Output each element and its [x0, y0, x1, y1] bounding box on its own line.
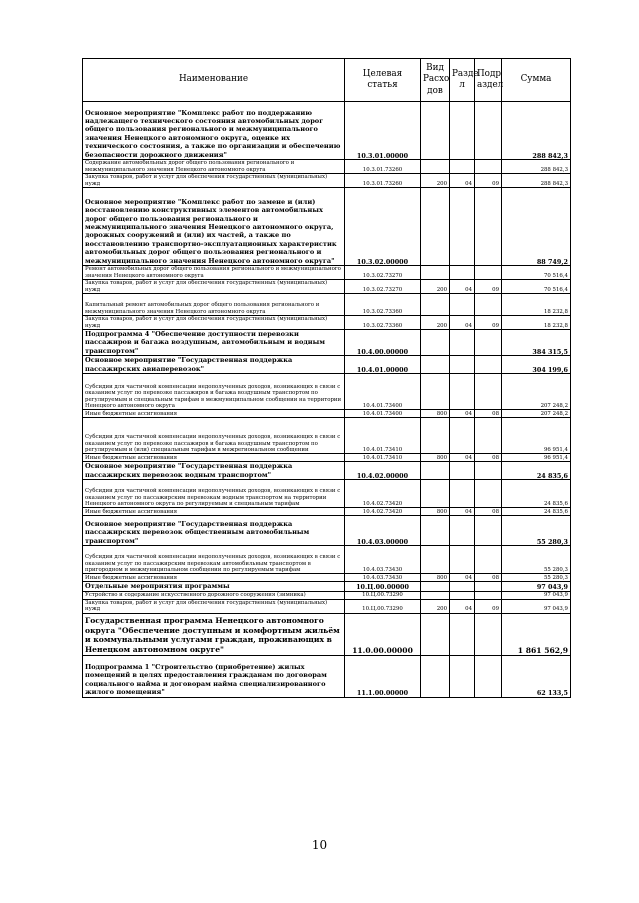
row-code: 10.4.02.73420: [345, 508, 421, 516]
budget-table: [82, 58, 571, 698]
row-name: Иные бюджетные ассигнования: [83, 574, 345, 582]
row-rz: [450, 160, 475, 174]
row-vr: 200: [421, 599, 450, 613]
row-vr: [421, 591, 450, 599]
row-rz: [450, 102, 475, 160]
row-pr: [475, 655, 502, 697]
row-pr: 08: [475, 508, 502, 516]
row-pr: [475, 356, 502, 374]
row-vr: [421, 418, 450, 454]
row-name: Основное мероприятие "Государственная поддержка пассажирских перевозок общественным автомобильным транспортом": [83, 516, 345, 546]
row-vr: [421, 294, 450, 316]
row-name: Субсидии для частичной компенсации недополученных доходов, возникающих в связи с оказанием услуг по перевозке пассажиров и багажа воздушным транспортом по регулируемым и специальным тарифам в межмуниципальном сообщении на территории Ненецкого автономного округа: [83, 374, 345, 410]
row-pr: [475, 613, 502, 655]
row-vr: [421, 356, 450, 374]
row-sum: 97 043,9: [502, 582, 571, 591]
row-name: Иные бюджетные ассигнования: [83, 508, 345, 516]
row-name: Субсидии для частичной компенсации недополученных доходов, возникающих в связи с оказанием услуг по пассажирским перевозкам водным транспортом на территории Ненецкого автономного округа по регулируемым и специальным тарифам: [83, 480, 345, 508]
header-vr: Вид Расхо дов: [421, 59, 450, 102]
row-rz: [450, 480, 475, 508]
row-vr: [421, 655, 450, 697]
row-pr: [475, 591, 502, 599]
table-row: [83, 516, 571, 546]
row-code: 10.3.01.73260: [345, 160, 421, 174]
row-sum: 207 248,2: [502, 410, 571, 418]
row-pr: 09: [475, 316, 502, 330]
row-sum: 304 199,6: [502, 356, 571, 374]
row-pr: 08: [475, 574, 502, 582]
row-rz: [450, 330, 475, 356]
row-sum: 288 842,3: [502, 160, 571, 174]
row-name: Закупка товаров, работ и услуг для обеспечения государственных (муниципальных) нужд: [83, 316, 345, 330]
row-name: Подпрограмма 1 "Строительство (приобретение) жилых помещений в целях предоставления гражданам по договорам социального найма и договорам найма специализированного жилого помещения": [83, 655, 345, 697]
row-rz: [450, 356, 475, 374]
row-pr: [475, 516, 502, 546]
row-vr: [421, 516, 450, 546]
row-sum: 97 043,9: [502, 599, 571, 613]
table-row: [83, 462, 571, 480]
row-vr: [421, 266, 450, 280]
row-vr: [421, 188, 450, 266]
table-row: [83, 480, 571, 508]
row-code: 10.Ц.00.00000: [345, 582, 421, 591]
table-row: [83, 294, 571, 316]
row-code: 10.Ц.00.73290: [345, 591, 421, 599]
row-vr: [421, 330, 450, 356]
row-pr: [475, 374, 502, 410]
row-code: 10.4.03.73430: [345, 574, 421, 582]
row-rz: 04: [450, 410, 475, 418]
row-name: Закупка товаров, работ и услуг для обеспечения государственных (муниципальных) нужд: [83, 599, 345, 613]
page-number: 10: [311, 838, 328, 852]
row-rz: 04: [450, 508, 475, 516]
table-row: [83, 280, 571, 294]
row-name: Субсидии для частичной компенсации недополученных доходов, возникающих в связи с оказанием услуг по пассажирским перевозкам автомобильным транспортом в пригородном и межмуниципальном сообщении по регулируемым тарифам: [83, 546, 345, 574]
row-rz: [450, 188, 475, 266]
row-rz: [450, 266, 475, 280]
row-name: Капитальный ремонт автомобильных дорог общего пользования регионального и межмуниципального значения Ненецкого автономного округа: [83, 294, 345, 316]
row-code: 10.4.02.73420: [345, 480, 421, 508]
row-code: 10.4.03.00000: [345, 516, 421, 546]
row-sum: 288 842,3: [502, 174, 571, 188]
row-sum: 97 043,9: [502, 591, 571, 599]
row-code: 10.Ц.00.73290: [345, 599, 421, 613]
row-pr: 08: [475, 410, 502, 418]
row-sum: 55 280,3: [502, 574, 571, 582]
row-name: Основное мероприятие "Комплекс работ по замене и (или) восстановлению конструктивных элементов автомобильных дорог общего пользования регионального и межмуниципального значения Ненецкого автономного округа, дорожных сооружений и (или) их частей, а также по восстановлению транспортно-эксплуатационных характеристик автомобильных дорог общего пользования регионального и межмуниципального значения Ненецкого автономного округа": [83, 188, 345, 266]
table-row: [83, 356, 571, 374]
row-vr: 800: [421, 574, 450, 582]
row-name: Устройство и содержание искусственного дорожного сооружения (зимника): [83, 591, 345, 599]
row-rz: 04: [450, 316, 475, 330]
row-vr: 800: [421, 410, 450, 418]
row-rz: 04: [450, 454, 475, 462]
row-vr: [421, 546, 450, 574]
row-rz: 04: [450, 174, 475, 188]
row-pr: [475, 188, 502, 266]
row-pr: [475, 546, 502, 574]
row-vr: 800: [421, 454, 450, 462]
row-sum: 96 951,4: [502, 418, 571, 454]
row-rz: [450, 374, 475, 410]
row-code: 10.3.02.73360: [345, 316, 421, 330]
row-sum: 18 232,8: [502, 316, 571, 330]
table-header-row: [83, 59, 571, 102]
row-name: Отдельные мероприятия программы: [83, 582, 345, 591]
row-code: 10.4.01.73410: [345, 454, 421, 462]
row-name: Государственная программа Ненецкого автономного округа "Обеспечение доступным и комфортным жильём и коммунальными услугами граждан, проживающих в Ненецком автономном округе": [83, 613, 345, 655]
table-row: [83, 188, 571, 266]
row-name: Иные бюджетные ассигнования: [83, 410, 345, 418]
row-code: 10.3.02.00000: [345, 188, 421, 266]
header-name: Наименование: [83, 59, 345, 102]
row-rz: [450, 462, 475, 480]
row-pr: [475, 160, 502, 174]
table-row: [83, 316, 571, 330]
row-code: 11.1.00.00000: [345, 655, 421, 697]
row-code: 10.4.01.73400: [345, 410, 421, 418]
row-code: 10.4.03.73430: [345, 546, 421, 574]
row-vr: 200: [421, 316, 450, 330]
row-rz: [450, 516, 475, 546]
row-sum: 288 842,3: [502, 102, 571, 160]
row-rz: [450, 591, 475, 599]
row-pr: [475, 480, 502, 508]
row-code: 11.0.00.00000: [345, 613, 421, 655]
row-name: Основное мероприятие "Комплекс работ по поддержанию надлежащего технического состояния автомобильных дорог общего пользования регионального и межмуниципального значения Ненецкого автономного округа, оценке их технического состояния, а также по организации и обеспечению безопасности дорожного движения": [83, 102, 345, 160]
row-vr: [421, 102, 450, 160]
row-code: 10.4.01.73410: [345, 418, 421, 454]
row-vr: 200: [421, 280, 450, 294]
table-row: [83, 418, 571, 454]
row-name: Содержание автомобильных дорог общего пользования регионального и межмуниципального значения Ненецкого автономного округа: [83, 160, 345, 174]
row-rz: [450, 546, 475, 574]
row-name: Подпрограмма 4 "Обеспечение доступности перевозки пассажиров и багажа воздушным, автомобильным и водным транспортом": [83, 330, 345, 356]
row-vr: [421, 613, 450, 655]
row-rz: [450, 655, 475, 697]
row-rz: 04: [450, 599, 475, 613]
header-code: Целевая статья: [345, 59, 421, 102]
row-code: 10.4.01.00000: [345, 356, 421, 374]
table-row: [83, 174, 571, 188]
row-pr: [475, 462, 502, 480]
row-sum: 24 835,6: [502, 508, 571, 516]
table-row: [83, 591, 571, 599]
row-name: Иные бюджетные ассигнования: [83, 454, 345, 462]
row-name: Основное мероприятие "Государственная поддержка пассажирских авиаперевозок": [83, 356, 345, 374]
row-sum: 55 280,3: [502, 516, 571, 546]
row-pr: 09: [475, 599, 502, 613]
row-name: Основное мероприятие "Государственная поддержка пассажирских перевозок водным транспортом": [83, 462, 345, 480]
row-pr: [475, 102, 502, 160]
row-name: Ремонт автомобильных дорог общего пользования регионального и межмуниципального значения Ненецкого автономного округа: [83, 266, 345, 280]
row-sum: 24 835,6: [502, 462, 571, 480]
row-vr: [421, 480, 450, 508]
table-row: [83, 102, 571, 160]
table-row: [83, 613, 571, 655]
row-vr: 800: [421, 508, 450, 516]
row-rz: [450, 294, 475, 316]
row-code: 10.3.02.73270: [345, 266, 421, 280]
table-row: [83, 160, 571, 174]
row-pr: 09: [475, 174, 502, 188]
row-sum: 24 835,6: [502, 480, 571, 508]
row-pr: 08: [475, 454, 502, 462]
row-vr: [421, 462, 450, 480]
row-pr: 09: [475, 280, 502, 294]
row-sum: 96 951,4: [502, 454, 571, 462]
table-row: [83, 374, 571, 410]
table-row: [83, 655, 571, 697]
row-vr: [421, 160, 450, 174]
row-rz: 04: [450, 574, 475, 582]
row-code: 10.3.02.73360: [345, 294, 421, 316]
table-row: [83, 599, 571, 613]
row-vr: 200: [421, 174, 450, 188]
row-sum: 384 315,5: [502, 330, 571, 356]
row-rz: 04: [450, 280, 475, 294]
row-rz: [450, 582, 475, 591]
row-vr: [421, 582, 450, 591]
row-pr: [475, 330, 502, 356]
row-code: 10.4.00.00000: [345, 330, 421, 356]
row-pr: [475, 294, 502, 316]
row-name: Закупка товаров, работ и услуг для обеспечения государственных (муниципальных) нужд: [83, 280, 345, 294]
row-sum: 18 232,8: [502, 294, 571, 316]
row-vr: [421, 374, 450, 410]
row-sum: 62 133,5: [502, 655, 571, 697]
row-sum: 55 280,3: [502, 546, 571, 574]
row-sum: 88 749,2: [502, 188, 571, 266]
row-code: 10.4.02.00000: [345, 462, 421, 480]
table-row: [83, 266, 571, 280]
table-row: [83, 508, 571, 516]
row-sum: 70 516,4: [502, 266, 571, 280]
table-row: [83, 574, 571, 582]
row-pr: [475, 418, 502, 454]
row-code: 10.3.01.73260: [345, 174, 421, 188]
header-pr: Подр аздел: [475, 59, 502, 102]
table-row: [83, 454, 571, 462]
row-name: Закупка товаров, работ и услуг для обеспечения государственных (муниципальных) нужд: [83, 174, 345, 188]
row-pr: [475, 266, 502, 280]
row-rz: [450, 613, 475, 655]
table-row: [83, 546, 571, 574]
row-code: 10.3.01.00000: [345, 102, 421, 160]
header-rz: Разде л: [450, 59, 475, 102]
header-sum: Сумма: [502, 59, 571, 102]
row-pr: [475, 582, 502, 591]
row-sum: 1 861 562,9: [502, 613, 571, 655]
table-row: [83, 582, 571, 591]
row-sum: 70 516,4: [502, 280, 571, 294]
row-code: 10.4.01.73400: [345, 374, 421, 410]
row-code: 10.3.02.73270: [345, 280, 421, 294]
table-row: [83, 410, 571, 418]
row-name: Субсидии для частичной компенсации недополученных доходов, возникающих в связи с оказанием услуг по перевозке пассажиров и багажа воздушным транспортом по регулируемым и (или) специальным тарифам в межрегиональном сообщении: [83, 418, 345, 454]
row-rz: [450, 418, 475, 454]
table-row: [83, 330, 571, 356]
row-sum: 207 248,2: [502, 374, 571, 410]
